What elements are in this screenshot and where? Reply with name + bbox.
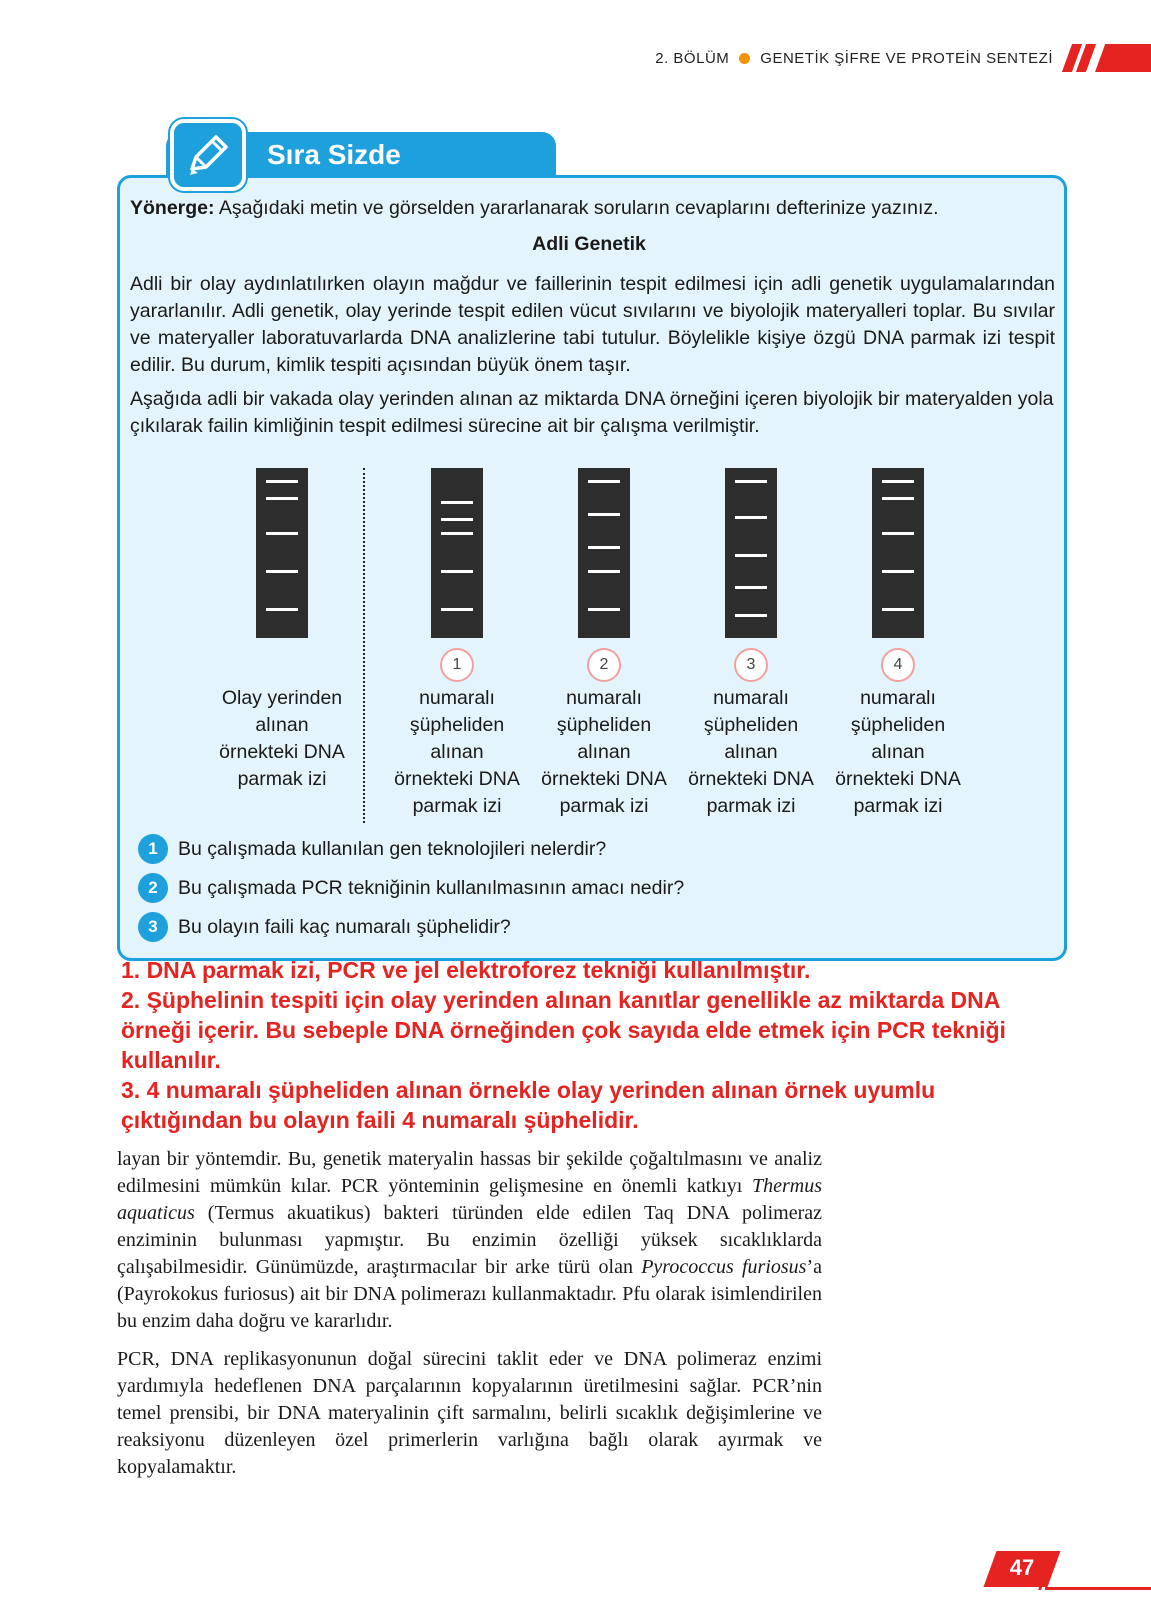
caption-suspect-1: numaralı şüpheliden alınan örnekteki DNA parmak izi xyxy=(394,687,520,817)
suspect-number-4: 4 xyxy=(881,648,915,682)
caption-suspect-3: numaralı şüpheliden alınan örnekteki DNA parmak izi xyxy=(688,687,814,817)
answer-1: 1. DNA parmak izi, PCR ve jel elektroforez tekniği kullanılmıştır. xyxy=(121,957,811,983)
bullet-dot-icon xyxy=(739,53,750,64)
page-header xyxy=(655,44,1151,72)
question-number-badge: 3 xyxy=(138,912,168,942)
figure-divider xyxy=(363,468,365,823)
suspect-number-3: 3 xyxy=(734,648,768,682)
question-1 xyxy=(138,834,606,864)
instruction-text: Aşağıdaki metin ve görselden yararlanarak soruların cevaplarını defterinize yazınız. xyxy=(214,197,939,219)
question-3 xyxy=(138,912,511,942)
chapter-title: GENETİK ŞİFRE VE PROTEİN SENTEZİ xyxy=(760,49,1053,67)
page-footer-line xyxy=(1045,1587,1151,1590)
instruction xyxy=(130,195,1055,222)
instruction-label: Yönerge: xyxy=(130,197,215,219)
suspect-number-1: 1 xyxy=(440,648,474,682)
question-number-badge: 1 xyxy=(138,834,168,864)
suspect-number-2: 2 xyxy=(587,648,621,682)
paragraph-case: Aşağıda adli bir vakada olay yerinden alınan az miktarda DNA örneğini içeren biyolojik bir materyalden yola çıkılarak failin kimliğinin tespit edilmesi sürecine ait bir çalışma verilmiştir. xyxy=(130,388,1054,437)
answers-block xyxy=(121,955,1051,1135)
species-name-pyrococcus: Pyrococcus furiosus xyxy=(641,1256,807,1278)
gel-lane-crime-scene xyxy=(256,468,308,638)
gel-lane-suspect-4 xyxy=(872,468,924,638)
paragraph-forensics: Adli bir olay aydınlatılırken olayın mağdur ve faillerinin tespit edilmesi için adli genetik uygulamalarından yararlanılır. Adli genetik, olay yerinde tespit edilen vücut sıvılarını ve biyolojik materyalleri toplar. Bu sıvılar ve materyaller laboratuvarlarda DNA analizlerine tabi tutulur. Böylelikle kişiye özgü DNA parmak izi tespit edilir. Bu durum, kimlik tespiti açısından büyük önem taşır. xyxy=(130,273,1055,376)
caption-suspect-4: numaralı şüpheliden alınan örnekteki DNA parmak izi xyxy=(835,687,961,817)
section-subtitle: Adli Genetik xyxy=(532,233,646,255)
answer-3: 3. 4 numaralı şüpheliden alınan örnekle olay yerinden alınan örnek uyumlu çıktığından bu olayın faili 4 numaralı şüphelidir. xyxy=(121,1077,936,1133)
body-paragraph-1: layan bir yöntemdir. Bu, genetik materyalin hassas bir şekilde çoğaltılmasını ve analiz edilmesini mümkün kılar. PCR yönteminin gelişmesine en önemli katkıyı Thermus aquaticus (Termus akuatikus) bakteri türünden elde edilen Taq DNA polimeraz enziminin bulunması yapmıştır. Bu enzimin özelliği yüksek sıcaklıklarda çalışabilmesidir. Günümüzde, araştırmacılar bir arke türü olan Pyrococcus furiosus’a (Payrokokus furiosus) ait bir DNA polimerazı kullanmaktadır. Pfu olarak isimlendirilen bu enzim daha doğru ve kararlıdır. xyxy=(117,1148,823,1332)
gel-lane-suspect-3 xyxy=(725,468,777,638)
caption-crime-scene: Olay yerinden alınan örnekteki DNA parmak izi xyxy=(219,687,345,790)
pencil-icon xyxy=(170,119,246,191)
chapter-label: 2. BÖLÜM xyxy=(655,49,730,67)
gel-lane-suspect-2 xyxy=(578,468,630,638)
question-text: Bu çalışmada PCR tekniğinin kullanılmasının amacı nedir? xyxy=(178,876,685,899)
caption-suspect-2: numaralı şüpheliden alınan örnekteki DNA parmak izi xyxy=(541,687,667,817)
question-text: Bu olayın faili kaç numaralı şüphelidir? xyxy=(178,915,511,938)
page-number: 47 xyxy=(1009,1555,1035,1580)
question-text: Bu çalışmada kullanılan gen teknolojileri nelerdir? xyxy=(178,837,607,860)
species-name-thermus: Thermus aquaticus xyxy=(117,1175,822,1224)
body-paragraph-2: PCR, DNA replikasyonunun doğal sürecini taklit eder ve DNA polimeraz enzimi yardımıyla hedeflenen DNA parçalarının kopyalarının üretilmesini sağlar. PCR’nin temel prensibi, bir DNA materyalinin çift sarmalını, belirli sıcaklık değişimlerine ve reaksiyonu düzenleyen özel primerlerin varlığına bağlı olarak ayırmak ve kopyalamaktır. xyxy=(117,1348,822,1478)
header-stripe-decoration xyxy=(1061,44,1151,72)
question-2 xyxy=(138,873,684,903)
question-number-badge: 2 xyxy=(138,873,168,903)
activity-title: Sıra Sizde xyxy=(267,139,401,170)
gel-lane-suspect-1 xyxy=(431,468,483,638)
answer-2: 2. Şüphelinin tespiti için olay yerinden alınan kanıtlar genellikle az miktarda DNA örneği içerir. Bu sebeple DNA örneğinden çok sayıda elde etmek için PCR tekniği kullanılır. xyxy=(121,987,1006,1073)
